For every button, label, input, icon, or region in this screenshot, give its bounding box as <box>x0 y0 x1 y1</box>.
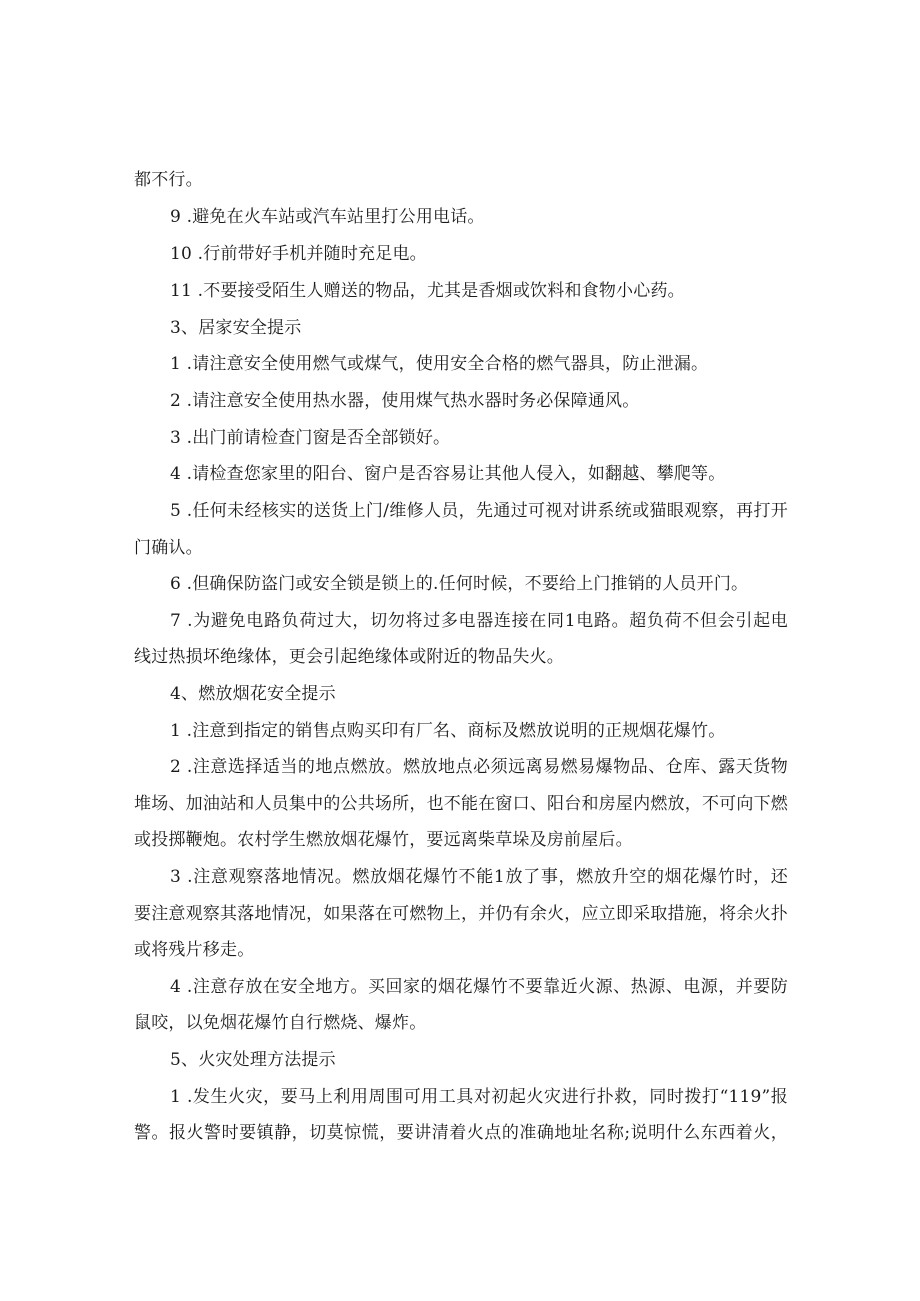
list-item-10: 10 .行前带好手机并随时充足电。 <box>170 244 427 264</box>
paragraph-line: 门确认。 <box>134 538 203 558</box>
list-item-4: 4 .注意存放在安全地方。买回家的烟花爆竹不要靠近火源、热源、电源，并要防 <box>170 977 788 997</box>
paragraph-line: 都不行。 <box>134 170 203 190</box>
list-item-3: 3 .出门前请检查门窗是否全部锁好。 <box>170 428 451 448</box>
list-item-2: 2 .请注意安全使用热水器，使用煤气热水器时务必保障通风。 <box>170 391 640 411</box>
paragraph-line: 警。报火警时要镇静，切莫惊慌，要讲清着火点的准确地址名称;说明什么东西着火， <box>134 1123 788 1143</box>
list-item-1: 1 .注意到指定的销售点购买印有厂名、商标及燃放说明的正规烟花爆竹。 <box>170 721 726 741</box>
list-item-7: 7 .为避免电路负荷过大，切勿将过多电器连接在同1电路。超负荷不但会引起电 <box>170 611 788 631</box>
section-heading-home-safety: 3、居家安全提示 <box>170 318 302 338</box>
section-heading-fire-handling: 5、火灾处理方法提示 <box>170 1050 336 1070</box>
list-item-1: 1 .请注意安全使用燃气或煤气，使用安全合格的燃气器具，防止泄漏。 <box>170 354 709 374</box>
list-item-11: 11 .不要接受陌生人赠送的物品，尤其是香烟或饮料和食物小心药。 <box>170 281 685 301</box>
list-item-2: 2 .注意选择适当的地点燃放。燃放地点必须远离易燃易爆物品、仓库、露天货物 <box>170 757 788 777</box>
list-item-5: 5 .任何未经核实的送货上门/维修人员，先通过可视对讲系统或猫眼观察，再打开 <box>170 501 788 521</box>
paragraph-line: 要注意观察其落地情况，如果落在可燃物上，并仍有余火，应立即采取措施，将余火扑 <box>134 904 788 924</box>
list-item-9: 9 .避免在火车站或汽车站里打公用电话。 <box>170 207 485 227</box>
paragraph-line: 或将残片移走。 <box>134 940 255 960</box>
list-item-6: 6 .但确保防盗门或安全锁是锁上的.任何时候，不要给上门推销的人员开门。 <box>170 574 749 594</box>
paragraph-line: 线过热损坏绝缘体，更会引起绝缘体或附近的物品失火。 <box>134 647 564 667</box>
paragraph-line: 或投掷鞭炮。农村学生燃放烟花爆竹，要远离柴草垛及房前屋后。 <box>134 830 633 850</box>
list-item-3: 3 .注意观察落地情况。燃放烟花爆竹不能1放了事，燃放升空的烟花爆竹时，还 <box>170 867 788 887</box>
paragraph-line: 堆场、加油站和人员集中的公共场所，也不能在窗口、阳台和房屋内燃放，不可向下燃 <box>134 794 788 814</box>
list-item-4: 4 .请检查您家里的阳台、窗户是否容易让其他人侵入，如翻越、攀爬等。 <box>170 464 726 484</box>
list-item-1: 1 .发生火灾，要马上利用周围可用工具对初起火灾进行扑救，同时拨打“119”报 <box>170 1087 788 1107</box>
paragraph-line: 鼠咬，以免烟花爆竹自行燃烧、爆炸。 <box>134 1013 427 1033</box>
section-heading-fireworks-safety: 4、燃放烟花安全提示 <box>170 684 336 704</box>
